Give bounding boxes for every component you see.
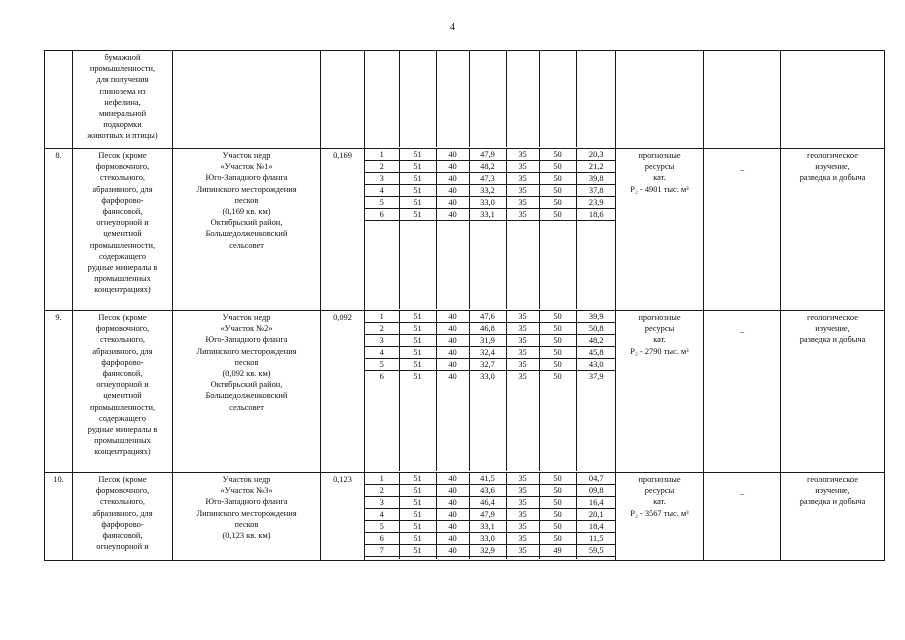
lon-seconds: 37,9	[576, 371, 616, 383]
lon-degrees: 35	[506, 533, 539, 545]
lon-degrees: 35	[506, 185, 539, 197]
lat-minutes: 40	[436, 485, 469, 497]
lat-degrees: 51	[399, 545, 436, 557]
purpose-cell	[781, 473, 885, 561]
lat-degrees: 51	[399, 323, 436, 335]
lon-seconds: 04,7	[576, 473, 616, 485]
lon-minutes: 50	[539, 173, 576, 185]
purpose-cell	[781, 311, 885, 473]
coordinate-point-row	[365, 161, 616, 173]
lat-seconds: 47,3	[469, 173, 506, 185]
area-text: 0,092	[333, 313, 352, 322]
reserves-cell	[704, 51, 781, 149]
lon-minutes: 50	[539, 185, 576, 197]
lat-minutes: 40	[436, 209, 469, 221]
row-number-text: 8.	[55, 151, 62, 160]
coordinate-point-row	[365, 485, 616, 497]
site-text: Участок недр «Участок №1» Юго-Западного фланга Липинского месторождения песков (0,169 кв. км) Октябрьский район, Большедолженковский сельсовет	[196, 151, 297, 250]
lat-seconds: 33,2	[469, 185, 506, 197]
lon-minutes: 49	[539, 545, 576, 557]
point-number: 5	[365, 521, 399, 533]
lat-minutes: 40	[436, 509, 469, 521]
point-number: 5	[365, 197, 399, 209]
point-number: 4	[365, 347, 399, 359]
coordinates-cell	[365, 311, 616, 473]
lon-degrees: 35	[506, 209, 539, 221]
reserves-text: –	[739, 165, 745, 174]
coordinates-grid	[365, 311, 616, 471]
lat-seconds: 47,9	[469, 149, 506, 161]
area-text: 0,169	[333, 151, 352, 160]
site-cell	[173, 311, 321, 473]
coordinate-point-row	[365, 533, 616, 545]
lat-degrees: 51	[399, 335, 436, 347]
lat-minutes: 40	[436, 197, 469, 209]
lat-degrees: 51	[399, 509, 436, 521]
coordinate-point-row	[365, 185, 616, 197]
reserves-text: –	[739, 327, 745, 336]
area-cell	[321, 149, 365, 311]
lat-minutes: 40	[436, 149, 469, 161]
resources-cell	[616, 311, 704, 473]
lat-degrees: 51	[399, 533, 436, 545]
mineral-text: Песок (кроме формовочного, стекольного, абразивного, для фарфорово- фаянсовой, огнеупорной и	[92, 475, 153, 552]
resources-text: прогнозные ресурсы кат. P₂ - 3567 тыс. м³	[630, 475, 689, 518]
lon-seconds: 39,8	[576, 173, 616, 185]
lon-degrees: 35	[506, 149, 539, 161]
lat-minutes: 40	[436, 533, 469, 545]
coordinate-point-row	[365, 371, 616, 383]
coordinates-cell	[365, 149, 616, 311]
point-number: 6	[379, 372, 384, 381]
lat-seconds: 33,0	[469, 197, 506, 209]
lon-degrees: 35	[506, 359, 539, 371]
lon-seconds: 09,8	[576, 485, 616, 497]
lat-minutes: 40	[436, 335, 469, 347]
page-number: 4	[450, 22, 455, 33]
point-number: 4	[365, 185, 399, 197]
lon-degrees: 35	[506, 509, 539, 521]
point-number: 1	[365, 473, 399, 485]
reserves-cell	[704, 149, 781, 311]
lat-minutes: 40	[436, 545, 469, 557]
lat-minutes: 40	[436, 323, 469, 335]
coordinate-point-row	[365, 173, 616, 185]
lat-seconds: 41,5	[469, 473, 506, 485]
lon-minutes: 50	[539, 197, 576, 209]
point-number: 4	[365, 509, 399, 521]
license-row	[45, 311, 885, 473]
mineral-cell	[73, 149, 173, 311]
lat-seconds: 32,4	[469, 347, 506, 359]
lon-seconds: 59,5	[576, 545, 616, 557]
lat-seconds: 47,6	[469, 311, 506, 323]
lon-seconds: 48,2	[576, 335, 616, 347]
resources-cell	[616, 149, 704, 311]
coordinates-grid	[365, 473, 616, 559]
coordinate-point-row	[365, 311, 616, 323]
lon-degrees: 35	[506, 161, 539, 173]
lon-seconds: 20,1	[576, 509, 616, 521]
row-number-cell	[45, 149, 73, 311]
lat-degrees: 51	[399, 485, 436, 497]
lat-minutes: 40	[436, 161, 469, 173]
point-number: 3	[365, 173, 399, 185]
point-number: 1	[365, 149, 399, 161]
lat-degrees: 51	[399, 311, 436, 323]
lon-degrees: 35	[506, 521, 539, 533]
coordinates-grid	[365, 51, 616, 147]
lon-degrees: 35	[506, 323, 539, 335]
reserves-cell	[704, 311, 781, 473]
license-sites-table	[44, 50, 885, 561]
coordinate-point-row	[365, 521, 616, 533]
site-cell	[173, 149, 321, 311]
lon-seconds: 50,8	[576, 323, 616, 335]
area-text: 0,123	[333, 475, 352, 484]
lon-minutes: 50	[539, 509, 576, 521]
lat-seconds: 32,9	[469, 545, 506, 557]
lat-degrees: 51	[399, 185, 436, 197]
lon-minutes: 50	[539, 359, 576, 371]
point-number: 1	[365, 311, 399, 323]
lat-minutes: 40	[436, 359, 469, 371]
area-cell	[321, 311, 365, 473]
lat-seconds: 31,9	[469, 335, 506, 347]
lat-degrees: 51	[399, 149, 436, 161]
lon-seconds: 23,9	[576, 197, 616, 209]
coordinate-point-row	[365, 359, 616, 371]
coordinate-point-row	[365, 323, 616, 335]
lat-degrees: 51	[399, 473, 436, 485]
mineral-text: Песок (кроме формовочного, стекольного, абразивного, для фарфорово- фаянсовой, огнеупорной и цементной промышленности, содержащего рудные минералы в промышленных концентрациях)	[87, 151, 158, 295]
lat-degrees: 51	[399, 371, 436, 383]
row-number-cell	[45, 473, 73, 561]
lon-seconds: 21,2	[576, 161, 616, 173]
coordinate-point-row	[365, 509, 616, 521]
resources-cell	[616, 51, 704, 149]
lon-degrees: 35	[506, 197, 539, 209]
site-text: Участок недр «Участок №3» Юго-Западного фланга Липинского месторождения песков (0,123 кв. км)	[196, 475, 297, 541]
continuation-row	[45, 51, 885, 149]
lat-seconds: 33,1	[469, 521, 506, 533]
lon-degrees: 35	[506, 335, 539, 347]
lon-seconds: 18,6	[576, 209, 616, 221]
lon-minutes: 50	[539, 485, 576, 497]
area-cell	[321, 473, 365, 561]
lat-degrees: 51	[399, 347, 436, 359]
lon-seconds: 37,8	[576, 185, 616, 197]
point-number: 6	[365, 209, 399, 221]
lon-minutes: 50	[539, 323, 576, 335]
license-row	[45, 473, 885, 561]
purpose-text: геологическое изучение, разведка и добыча	[799, 151, 866, 183]
mineral-cell	[73, 51, 173, 149]
coordinate-point-row	[365, 497, 616, 509]
lat-minutes: 40	[436, 497, 469, 509]
reserves-cell	[704, 473, 781, 561]
lon-degrees: 35	[506, 173, 539, 185]
lon-minutes: 50	[539, 497, 576, 509]
lat-seconds: 32,7	[469, 359, 506, 371]
lon-minutes: 50	[539, 533, 576, 545]
coordinate-point-row	[365, 545, 616, 557]
purpose-text: геологическое изучение, разведка и добыча	[799, 475, 866, 507]
lon-seconds: 43,0	[576, 359, 616, 371]
resources-cell	[616, 473, 704, 561]
point-number: 3	[365, 335, 399, 347]
lon-minutes: 50	[539, 311, 576, 323]
point-number: 5	[365, 359, 399, 371]
lon-seconds: 39,9	[576, 311, 616, 323]
lat-degrees: 51	[399, 161, 436, 173]
lon-seconds: 20,3	[576, 149, 616, 161]
mineral-text: Песок (кроме формовочного, стекольного, абразивного, для фарфорово- фаянсовой, огнеупорной и цементной промышленности, содержащего рудные минералы в промышленных концентрациях)	[87, 313, 158, 457]
point-number: 6	[365, 533, 399, 545]
mineral-text: бумажной промышленности, для получения глинозема из нефелина, минеральной подкормки животных и птицы)	[87, 53, 158, 141]
lat-degrees: 51	[399, 209, 436, 221]
lon-degrees: 35	[506, 497, 539, 509]
point-number: 7	[365, 545, 399, 557]
lon-seconds: 16,4	[576, 497, 616, 509]
lat-minutes: 40	[436, 521, 469, 533]
lon-minutes: 50	[539, 149, 576, 161]
point-number: 2	[365, 161, 399, 173]
coordinates-cell	[365, 51, 616, 149]
lon-degrees: 35	[506, 311, 539, 323]
lat-degrees: 51	[399, 359, 436, 371]
lon-minutes: 50	[539, 335, 576, 347]
lon-minutes: 50	[539, 347, 576, 359]
lon-minutes: 50	[539, 161, 576, 173]
lon-minutes: 50	[539, 521, 576, 533]
resources-text: прогнозные ресурсы кат. P₂ - 4901 тыс. м³	[630, 151, 689, 194]
lon-minutes: 50	[539, 473, 576, 485]
lat-degrees: 51	[399, 521, 436, 533]
row-number-cell	[45, 311, 73, 473]
lon-minutes: 50	[539, 209, 576, 221]
lat-seconds: 33,0	[469, 371, 506, 383]
coordinate-point-row	[365, 473, 616, 485]
lon-degrees: 35	[506, 371, 539, 383]
lat-seconds: 48,2	[469, 161, 506, 173]
purpose-cell	[781, 51, 885, 149]
site-text: Участок недр «Участок №2» Юго-Западного фланга Липинского месторождения песков (0,092 кв. км) Октябрьский район, Большедолженковский сельсовет	[196, 313, 297, 412]
lon-degrees: 35	[506, 347, 539, 359]
coordinate-point-row	[365, 149, 616, 161]
row-number-text: 10.	[53, 475, 64, 484]
mineral-cell	[73, 311, 173, 473]
coordinate-point-row	[365, 335, 616, 347]
lat-seconds: 46,8	[469, 323, 506, 335]
lat-seconds: 46,4	[469, 497, 506, 509]
lat-seconds: 43,6	[469, 485, 506, 497]
site-cell	[173, 51, 321, 149]
purpose-text: геологическое изучение, разведка и добыча	[799, 313, 866, 345]
coordinates-cell	[365, 473, 616, 561]
reserves-text: –	[739, 489, 745, 498]
lon-degrees: 35	[506, 485, 539, 497]
lat-minutes: 40	[436, 311, 469, 323]
lat-minutes: 40	[436, 473, 469, 485]
lat-degrees: 51	[399, 197, 436, 209]
lat-degrees: 51	[399, 173, 436, 185]
lon-minutes: 50	[539, 371, 576, 383]
point-number: 3	[365, 497, 399, 509]
area-cell	[321, 51, 365, 149]
row-number-text: 9.	[55, 313, 62, 322]
lat-degrees: 51	[399, 497, 436, 509]
lon-degrees: 35	[506, 545, 539, 557]
lat-seconds: 33,1	[469, 209, 506, 221]
lat-seconds: 47,9	[469, 509, 506, 521]
lat-seconds: 33,0	[469, 533, 506, 545]
lon-seconds: 11,5	[576, 533, 616, 545]
coordinate-point-row	[365, 347, 616, 359]
site-cell	[173, 473, 321, 561]
lon-seconds: 18,4	[576, 521, 616, 533]
coordinate-point-row	[365, 209, 616, 221]
coordinate-point-row	[365, 197, 616, 209]
point-number: 2	[365, 485, 399, 497]
purpose-cell	[781, 149, 885, 311]
lat-minutes: 40	[436, 347, 469, 359]
lon-seconds: 45,8	[576, 347, 616, 359]
coordinates-grid	[365, 149, 616, 309]
lat-minutes: 40	[436, 173, 469, 185]
lon-degrees: 35	[506, 473, 539, 485]
point-number: 2	[365, 323, 399, 335]
lat-minutes: 40	[436, 185, 469, 197]
mineral-cell	[73, 473, 173, 561]
license-row	[45, 149, 885, 311]
row-number-cell	[45, 51, 73, 149]
lat-minutes: 40	[436, 371, 469, 383]
resources-text: прогнозные ресурсы кат. P₂ - 2790 тыс. м³	[630, 313, 689, 356]
